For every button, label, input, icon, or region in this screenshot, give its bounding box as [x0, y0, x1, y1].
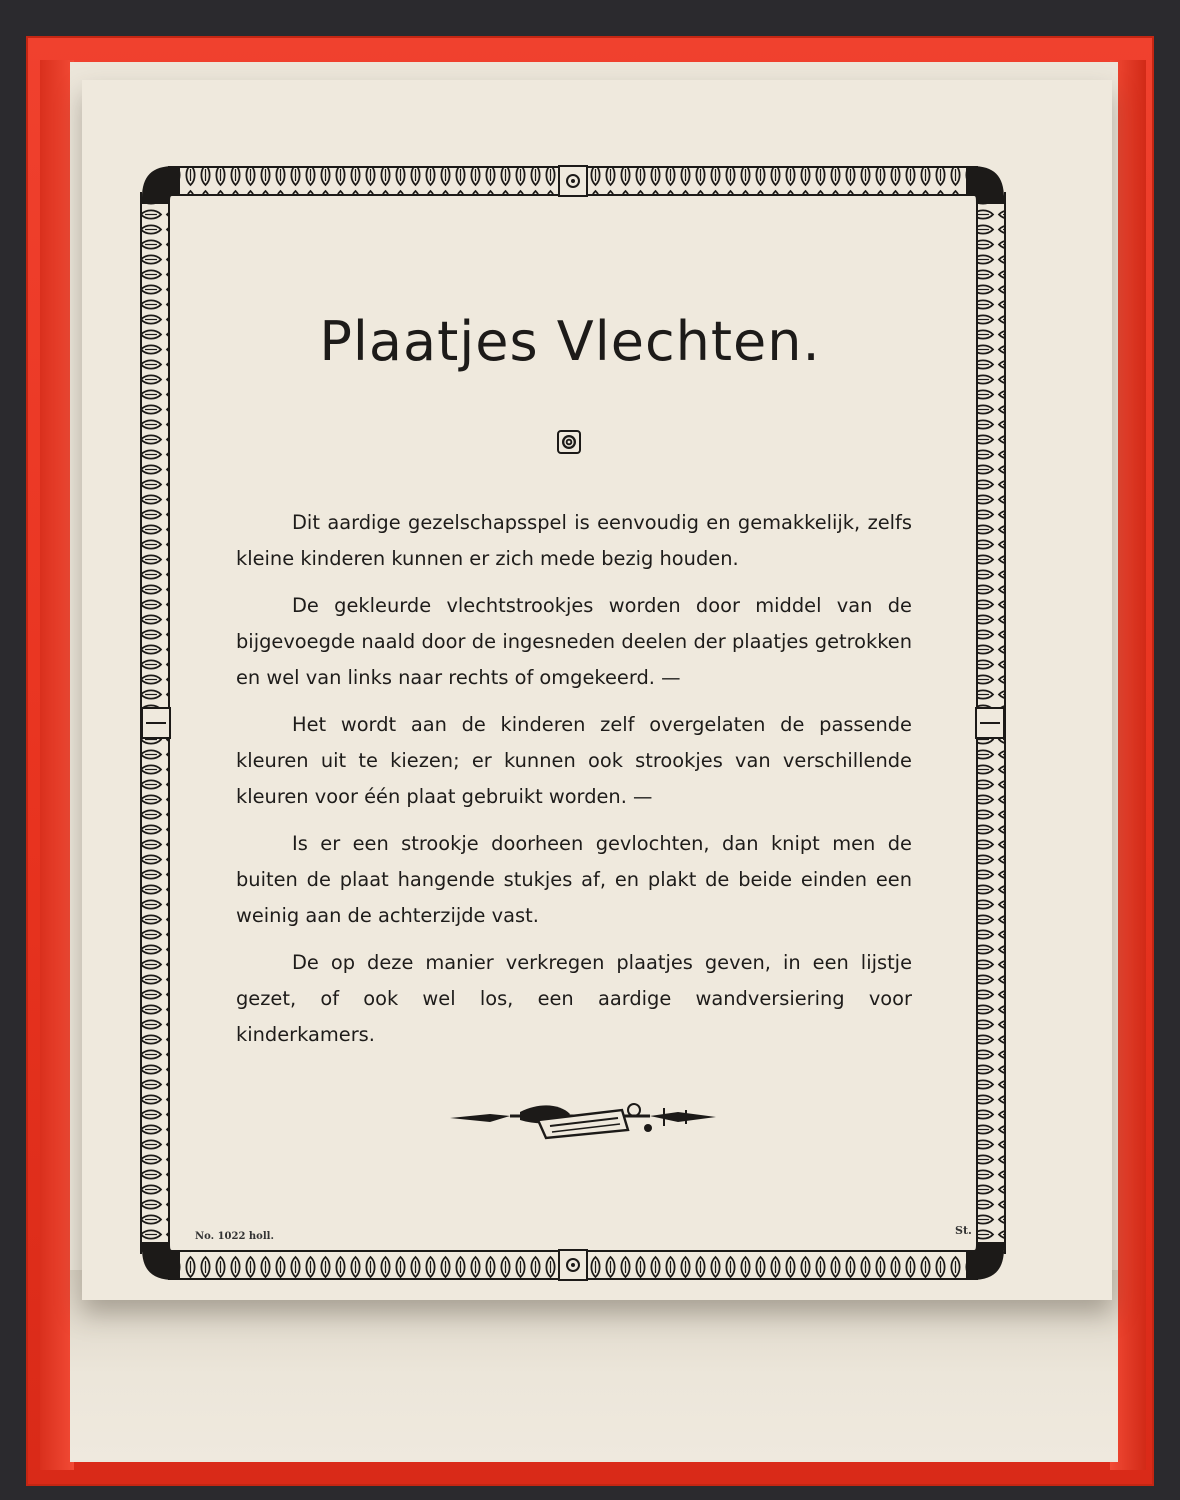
left-medallion-icon — [142, 708, 170, 738]
paragraph-1: Dit aardige gezelschapsspel is eenvoudig en gemakkelijk, zelfs kleine kinderen kunnen er zich mede bezig houden. — [236, 511, 912, 570]
box-wall-left — [40, 60, 74, 1470]
paragraph-5: De op deze manier verkregen plaatjes geven, in een lijstje gezet, of ook wel los, een aardige wandversiering voor kinderkamers. — [236, 951, 912, 1046]
instruction-text — [236, 505, 912, 1064]
top-medallion-icon — [559, 166, 587, 196]
printer-mark: St. — [955, 1224, 972, 1237]
paragraph-2: De gekleurde vlechtstrookjes worden door middel van de bijgevoegde naald door de ingesneden deelen der plaatjes getrokken en wel van links naar rechts of omgekeerd. — — [236, 594, 912, 689]
bottom-medallion-icon — [559, 1250, 587, 1280]
right-medallion-icon — [976, 708, 1004, 738]
document-title: Plaatjes Vlechten. — [319, 310, 821, 373]
quill-ornament-icon — [450, 1098, 716, 1142]
paragraph-4: Is er een strookje doorheen gevlochten, dan knipt men de buiten de plaat hangende stukjes af, en plakt de beide einden een weinig aan de achterzijde vast. — [236, 832, 912, 927]
rose-ornament-icon — [557, 430, 581, 454]
print-number: No. 1022 holl. — [195, 1231, 274, 1242]
paragraph-3: Het wordt aan de kinderen zelf overgelaten de passende kleuren uit te kiezen; er kunnen ook strookjes van verschillende kleuren voor één plaat gebruikt worden. — — [236, 713, 912, 808]
